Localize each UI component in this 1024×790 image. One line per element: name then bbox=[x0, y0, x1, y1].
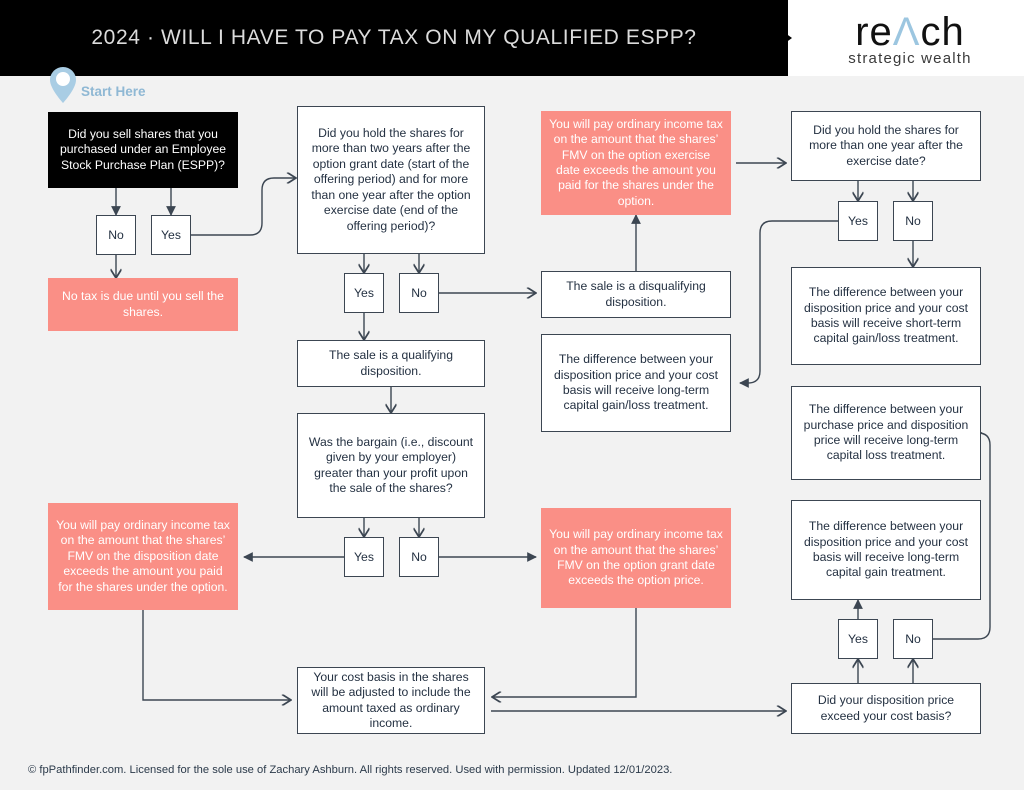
logo-tagline: strategic wealth bbox=[848, 49, 972, 67]
node-text: The difference between your disposition price and your cost basis will receive short-term capital gain/loss treatment. bbox=[804, 285, 968, 346]
node-text: Did you hold the shares for more than two years after the option grant date (start of the offering period) and for more than one year after the option exercise date (end of the offering period)? bbox=[311, 126, 471, 233]
node-ordinary-income-disposition-fmv[interactable] bbox=[48, 503, 238, 610]
branch-label: Yes bbox=[848, 214, 868, 228]
node-long-term-capital-gain[interactable] bbox=[791, 500, 981, 600]
branch-label: Yes bbox=[161, 228, 181, 242]
node-text: The difference between your disposition price and your cost basis will receive long-term capital gain/loss treatment. bbox=[554, 352, 718, 413]
footer-copyright: © fpPathfinder.com. Licensed for the sole use of Zachary Ashburn. All rights reserved. Used with permission. Updated 12/01/2023. bbox=[28, 764, 673, 776]
branch-label: No bbox=[905, 632, 921, 646]
node-text: The sale is a disqualifying disposition. bbox=[566, 279, 706, 309]
branch-label: Yes bbox=[354, 550, 374, 564]
node-text: The difference between your disposition price and your cost basis will receive long-term capital gain treatment. bbox=[804, 519, 968, 580]
branch-espp-no[interactable] bbox=[96, 215, 136, 255]
header-bar bbox=[0, 0, 1024, 76]
node-text: Was the bargain (i.e., discount given by your employer) greater than your profit upon the sale of the shares? bbox=[308, 434, 474, 495]
branch-label: No bbox=[411, 286, 427, 300]
map-pin-icon bbox=[49, 66, 77, 104]
branch-holding-no[interactable] bbox=[399, 273, 439, 313]
branch-oneyear-yes[interactable] bbox=[838, 201, 878, 241]
logo-wordmark bbox=[855, 9, 965, 54]
logo-text-post: ch bbox=[920, 9, 965, 54]
node-long-term-capital-loss[interactable] bbox=[791, 386, 981, 480]
node-text: No tax is due until you sell the shares. bbox=[62, 289, 224, 319]
brand-logo bbox=[800, 6, 1020, 72]
node-text: Your cost basis in the shares will be adjusted to include the amount taxed as ordinary income. bbox=[311, 669, 471, 730]
branch-label: No bbox=[905, 214, 921, 228]
branch-label: Yes bbox=[848, 632, 868, 646]
logo-text-pre: re bbox=[855, 9, 893, 54]
node-text: Did you sell shares that you purchased under an Employee Stock Purchase Plan (ESPP)? bbox=[60, 126, 226, 172]
node-text: The difference between your purchase price and disposition price will receive long-term capital loss treatment. bbox=[803, 402, 969, 463]
branch-oneyear-no[interactable] bbox=[893, 201, 933, 241]
node-no-tax-due[interactable] bbox=[48, 278, 238, 331]
logo-chevron-a-icon: Λ bbox=[892, 9, 921, 54]
node-long-term-gain-loss[interactable] bbox=[541, 334, 731, 432]
node-short-term-gain-loss[interactable] bbox=[791, 267, 981, 365]
node-disposition-exceed-question[interactable] bbox=[791, 683, 981, 734]
page-title: 2024 · WILL I HAVE TO PAY TAX ON MY QUALIFIED ESPP? bbox=[91, 26, 697, 49]
branch-bargain-yes[interactable] bbox=[344, 537, 384, 577]
node-disqualifying-disposition[interactable] bbox=[541, 271, 731, 318]
node-ordinary-income-exercise-fmv[interactable] bbox=[541, 111, 731, 215]
node-text: You will pay ordinary income tax on the amount that the shares’ FMV on the option grant date exceeds the option price. bbox=[549, 527, 723, 588]
branch-exceed-no[interactable] bbox=[893, 619, 933, 659]
branch-label: No bbox=[411, 550, 427, 564]
node-hold-one-year-question[interactable] bbox=[791, 111, 981, 181]
branch-holding-yes[interactable] bbox=[344, 273, 384, 313]
start-here-label: Start Here bbox=[81, 84, 146, 99]
node-text: Did your disposition price exceed your cost basis? bbox=[817, 693, 955, 723]
header-arrow-icon bbox=[781, 30, 792, 46]
node-text: You will pay ordinary income tax on the amount that the shares’ FMV on the option exercise date exceeds the amount you paid for the shares under the option. bbox=[549, 116, 723, 208]
node-did-you-sell-espp[interactable] bbox=[48, 112, 238, 188]
branch-espp-yes[interactable] bbox=[151, 215, 191, 255]
node-ordinary-income-grant-fmv[interactable] bbox=[541, 508, 731, 608]
node-holding-period-question[interactable] bbox=[297, 106, 485, 254]
branch-label: Yes bbox=[354, 286, 374, 300]
node-cost-basis-adjusted[interactable] bbox=[297, 667, 485, 734]
node-text: Did you hold the shares for more than one year after the exercise date? bbox=[809, 122, 963, 168]
branch-bargain-no[interactable] bbox=[399, 537, 439, 577]
node-text: The sale is a qualifying disposition. bbox=[329, 348, 453, 378]
branch-label: No bbox=[108, 228, 124, 242]
node-qualifying-disposition[interactable] bbox=[297, 340, 485, 387]
node-bargain-question[interactable] bbox=[297, 413, 485, 518]
node-text: You will pay ordinary income tax on the amount that the shares’ FMV on the disposition date exceeds the amount you paid for the shares under the option. bbox=[56, 517, 230, 594]
branch-exceed-yes[interactable] bbox=[838, 619, 878, 659]
